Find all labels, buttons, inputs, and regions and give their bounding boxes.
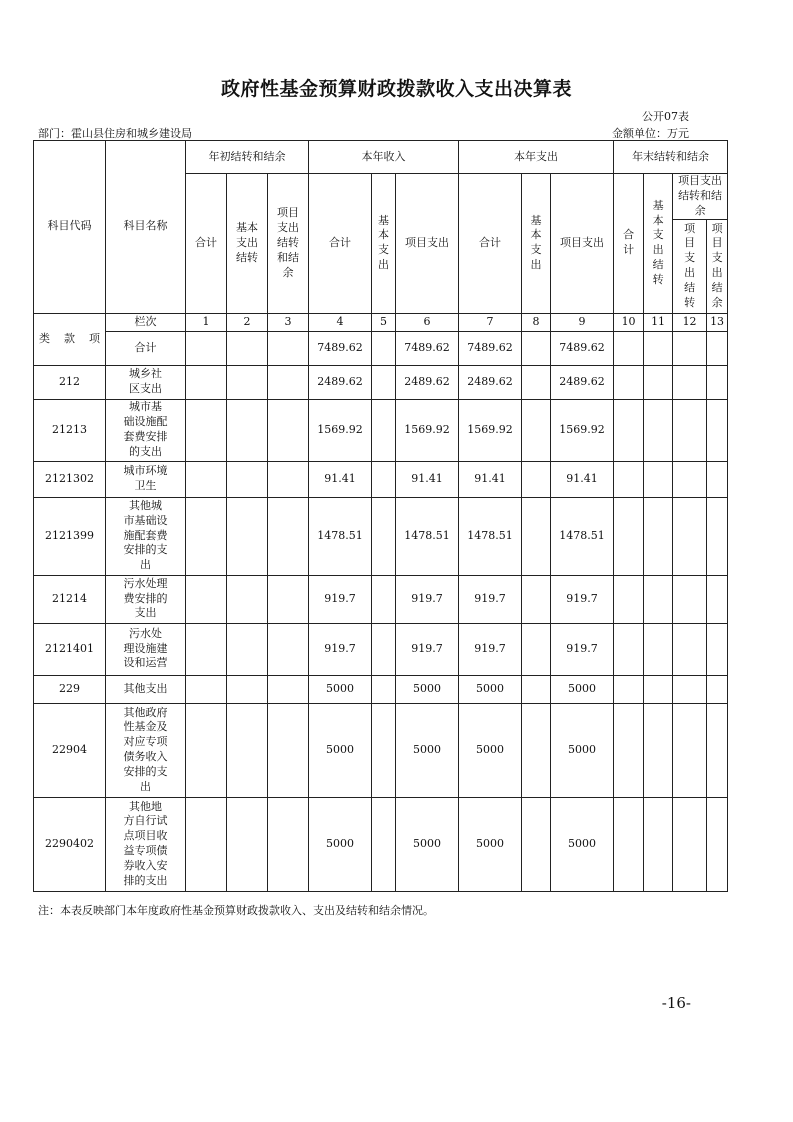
row-expense-project: 91.41: [551, 461, 614, 497]
col-number: 5: [372, 313, 396, 331]
header-expense-project: 项目支出: [551, 174, 614, 314]
row-expense-project: 919.7: [551, 575, 614, 623]
header-begin-balance: 年初结转和结余: [186, 141, 309, 174]
row-expense-total: 91.41: [459, 461, 522, 497]
empty-cell: [644, 623, 673, 675]
empty-cell: [372, 675, 396, 703]
header-end-balance: 年末结转和结余: [614, 141, 728, 174]
empty-cell: [372, 461, 396, 497]
table-row: [34, 675, 728, 703]
header-end-basic-carry: 基 本 支 出 结 转: [644, 174, 673, 314]
header-expense: 本年支出: [459, 141, 614, 174]
row-expense-total: 5000: [459, 703, 522, 797]
header-end-project-balance: 项 目 支 出 结 余: [707, 219, 728, 313]
empty-cell: [268, 797, 309, 891]
row-income-project: 1478.51: [396, 497, 459, 575]
row-expense-project: 2489.62: [551, 365, 614, 399]
empty-cell: [707, 675, 728, 703]
col-number: 7: [459, 313, 522, 331]
row-income-project: 5000: [396, 797, 459, 891]
empty-cell: [268, 497, 309, 575]
table-row: [34, 797, 728, 891]
row-income-total: 5000: [309, 797, 372, 891]
empty-cell: [522, 575, 551, 623]
row-name: 城乡社 区支出: [106, 365, 186, 399]
empty-cell: [614, 575, 644, 623]
row-code: 2121401: [34, 623, 106, 675]
row-name: 城市环境 卫生: [106, 461, 186, 497]
header-lei: 类: [39, 331, 50, 345]
empty-cell: [522, 797, 551, 891]
row-expense-project: 919.7: [551, 623, 614, 675]
column-index-label: 栏次: [106, 313, 186, 331]
empty-cell: [268, 675, 309, 703]
empty-cell: [644, 461, 673, 497]
empty-cell: [673, 399, 707, 461]
empty-cell: [707, 797, 728, 891]
header-begin-project-carry: 项目 支出 结转 和结 余: [268, 174, 309, 314]
empty-cell: [227, 365, 268, 399]
header-subject-name: 科目名称: [106, 141, 186, 314]
page-title: 政府性基金预算财政拨款收入支出决算表: [220, 78, 572, 100]
row-income-project: 1569.92: [396, 399, 459, 461]
row-income-total: 5000: [309, 675, 372, 703]
empty-cell: [522, 399, 551, 461]
header-income-total: 合计: [309, 174, 372, 314]
col-number: 3: [268, 313, 309, 331]
col-number: 2: [227, 313, 268, 331]
row-name: 其他政府 性基金及 对应专项 债务收入 安排的支 出: [106, 703, 186, 797]
table-row: [34, 623, 728, 675]
col-number: 9: [551, 313, 614, 331]
empty-cell: [227, 497, 268, 575]
empty-cell: [372, 797, 396, 891]
row-name: 污水处 理设施建 设和运营: [106, 623, 186, 675]
empty-cell: [614, 461, 644, 497]
empty-cell: [227, 461, 268, 497]
row-income-project: 919.7: [396, 623, 459, 675]
empty-cell: [227, 797, 268, 891]
empty-cell: [707, 623, 728, 675]
empty-cell: [268, 365, 309, 399]
row-code: 229: [34, 675, 106, 703]
row-name: 其他支出: [106, 675, 186, 703]
footnote: 注：本表反映部门本年度政府性基金预算财政拨款收入、支出及结转和结余情况。: [38, 904, 434, 917]
row-expense-total: 919.7: [459, 623, 522, 675]
empty-cell: [673, 703, 707, 797]
row-income-project: 2489.62: [396, 365, 459, 399]
empty-cell: [707, 575, 728, 623]
row-name: 城市基 础设施配 套费安排 的支出: [106, 399, 186, 461]
row-expense-total: 5000: [459, 675, 522, 703]
header-lei-kuan-xiang: [34, 313, 106, 365]
row-expense-project: 5000: [551, 703, 614, 797]
empty-cell: [372, 497, 396, 575]
table-row: [34, 575, 728, 623]
row-code: 212: [34, 365, 106, 399]
empty-cell: [227, 575, 268, 623]
header-expense-total: 合计: [459, 174, 522, 314]
header-begin-basic-carry: 基本 支出 结转: [227, 174, 268, 314]
header-xiang: 项: [89, 331, 100, 345]
empty-cell: [673, 675, 707, 703]
empty-cell: [644, 365, 673, 399]
row-income-total: 919.7: [309, 623, 372, 675]
empty-cell: [614, 703, 644, 797]
empty-cell: [372, 575, 396, 623]
empty-cell: [614, 623, 644, 675]
row-income-total: 91.41: [309, 461, 372, 497]
empty-cell: [372, 365, 396, 399]
row-code: 2121399: [34, 497, 106, 575]
row-expense-project: 1478.51: [551, 497, 614, 575]
empty-cell: [614, 675, 644, 703]
empty-cell: [186, 399, 227, 461]
row-income-total: 1478.51: [309, 497, 372, 575]
row-income-project: 5000: [396, 675, 459, 703]
row-code: 21213: [34, 399, 106, 461]
empty-cell: [707, 461, 728, 497]
table-row: [34, 461, 728, 497]
empty-cell: [186, 675, 227, 703]
empty-cell: [268, 703, 309, 797]
empty-cell: [372, 703, 396, 797]
row-income-project: 5000: [396, 703, 459, 797]
total-expense-total: 7489.62: [459, 331, 522, 365]
row-expense-total: 1478.51: [459, 497, 522, 575]
empty-cell: [268, 623, 309, 675]
empty-cell: [707, 365, 728, 399]
empty-cell: [522, 703, 551, 797]
empty-cell: [186, 797, 227, 891]
empty-cell: [522, 461, 551, 497]
empty-cell: [186, 703, 227, 797]
empty-cell: [644, 797, 673, 891]
col-number: 1: [186, 313, 227, 331]
empty-cell: [644, 575, 673, 623]
empty-cell: [707, 497, 728, 575]
header-expense-basic: 基 本 支 出: [522, 174, 551, 314]
row-name: 其他城 市基础设 施配套费 安排的支 出: [106, 497, 186, 575]
empty-cell: [522, 497, 551, 575]
table-row-total: [34, 331, 728, 365]
budget-table: [33, 140, 728, 892]
row-expense-total: 2489.62: [459, 365, 522, 399]
row-name: 污水处理 费安排的 支出: [106, 575, 186, 623]
table-row: [34, 497, 728, 575]
empty-cell: [227, 703, 268, 797]
row-income-project: 91.41: [396, 461, 459, 497]
col-number: 8: [522, 313, 551, 331]
row-code: 22904: [34, 703, 106, 797]
col-number: 11: [644, 313, 673, 331]
empty-cell: [673, 461, 707, 497]
header-subject-code: 科目代码: [34, 141, 106, 314]
row-income-total: 5000: [309, 703, 372, 797]
row-income-total: 1569.92: [309, 399, 372, 461]
empty-cell: [186, 497, 227, 575]
col-number: 13: [707, 313, 728, 331]
row-income-project: 919.7: [396, 575, 459, 623]
empty-cell: [644, 703, 673, 797]
header-end-total: 合 计: [614, 174, 644, 314]
row-income-total: 919.7: [309, 575, 372, 623]
total-expense-project: 7489.62: [551, 331, 614, 365]
empty-cell: [644, 399, 673, 461]
empty-cell: [186, 365, 227, 399]
row-expense-project: 1569.92: [551, 399, 614, 461]
row-expense-project: 5000: [551, 675, 614, 703]
row-code: 2121302: [34, 461, 106, 497]
empty-cell: [227, 399, 268, 461]
row-expense-project: 5000: [551, 797, 614, 891]
empty-cell: [644, 497, 673, 575]
col-number: 10: [614, 313, 644, 331]
unit-label: 金额单位：万元: [612, 127, 689, 140]
empty-cell: [372, 399, 396, 461]
empty-cell: [614, 797, 644, 891]
row-expense-total: 919.7: [459, 575, 522, 623]
total-income-project: 7489.62: [396, 331, 459, 365]
total-row-label: 合计: [106, 331, 186, 365]
table-code: 公开07表: [642, 110, 689, 123]
empty-cell: [186, 623, 227, 675]
empty-cell: [522, 623, 551, 675]
header-income: 本年收入: [309, 141, 459, 174]
table-row: [34, 703, 728, 797]
empty-cell: [673, 623, 707, 675]
empty-cell: [614, 497, 644, 575]
empty-cell: [614, 365, 644, 399]
row-code: 21214: [34, 575, 106, 623]
header-begin-total: 合计: [186, 174, 227, 314]
col-number: 12: [673, 313, 707, 331]
empty-cell: [707, 399, 728, 461]
col-number: 4: [309, 313, 372, 331]
empty-cell: [614, 399, 644, 461]
empty-cell: [268, 461, 309, 497]
header-end-project-carry: 项 目 支 出 结 转: [673, 219, 707, 313]
empty-cell: [673, 497, 707, 575]
row-income-total: 2489.62: [309, 365, 372, 399]
empty-cell: [522, 365, 551, 399]
table-row: [34, 399, 728, 461]
row-expense-total: 1569.92: [459, 399, 522, 461]
col-number: 6: [396, 313, 459, 331]
header-income-basic: 基 本 支 出: [372, 174, 396, 314]
empty-cell: [227, 623, 268, 675]
total-income-total: 7489.62: [309, 331, 372, 365]
empty-cell: [644, 675, 673, 703]
empty-cell: [707, 703, 728, 797]
row-code: 2290402: [34, 797, 106, 891]
row-expense-total: 5000: [459, 797, 522, 891]
empty-cell: [268, 575, 309, 623]
empty-cell: [186, 461, 227, 497]
header-end-project-carry-balance: 项目支出结转和结余: [673, 174, 728, 220]
table-row: [34, 365, 728, 399]
empty-cell: [673, 797, 707, 891]
empty-cell: [186, 575, 227, 623]
header-kuan: 款: [64, 331, 75, 345]
empty-cell: [673, 365, 707, 399]
empty-cell: [673, 575, 707, 623]
empty-cell: [372, 623, 396, 675]
row-name: 其他地 方自行试 点项目收 益专项债 券收入安 排的支出: [106, 797, 186, 891]
empty-cell: [522, 675, 551, 703]
empty-cell: [227, 675, 268, 703]
empty-cell: [268, 399, 309, 461]
header-income-project: 项目支出: [396, 174, 459, 314]
page-number: -16-: [661, 994, 691, 1012]
department-label: 部门：霍山县住房和城乡建设局: [38, 127, 192, 140]
